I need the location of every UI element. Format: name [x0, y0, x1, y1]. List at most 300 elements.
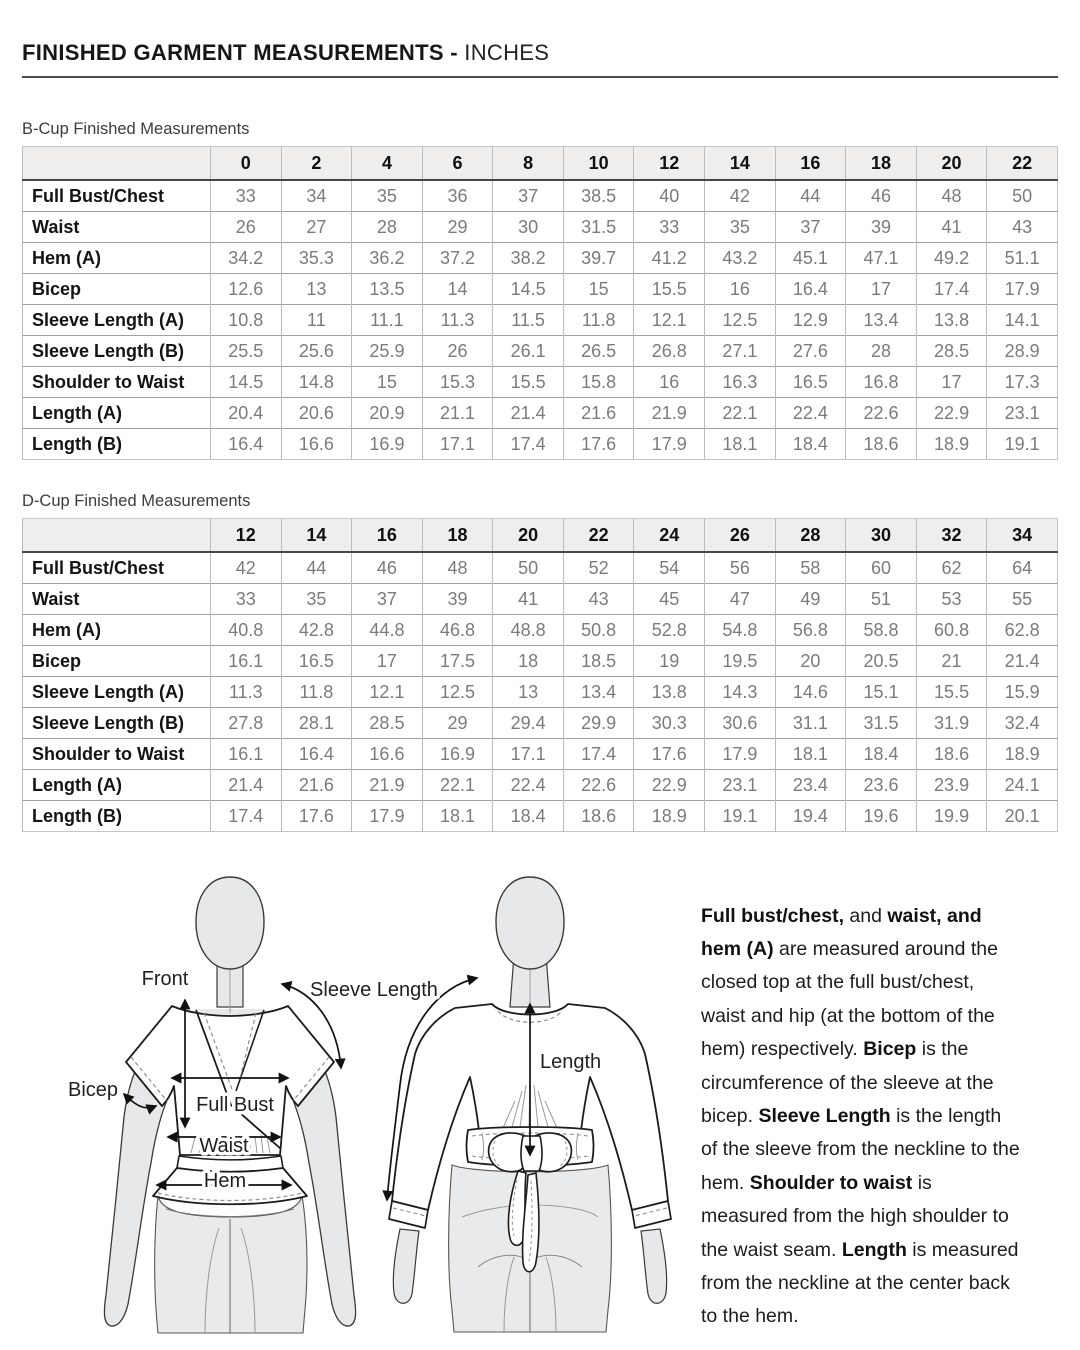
measurement-value: 13	[493, 677, 564, 708]
measurement-value: 51	[846, 584, 917, 615]
measurement-value: 16.5	[281, 646, 352, 677]
size-column-header: 16	[352, 519, 423, 553]
size-column-header: 28	[775, 519, 846, 553]
measurement-value: 15.5	[493, 367, 564, 398]
description-term: Full bust/chest,	[701, 904, 845, 927]
measurement-value: 15.5	[916, 677, 987, 708]
measurement-value: 18.1	[775, 739, 846, 770]
measurement-value: 35	[705, 212, 776, 243]
measurement-value: 62.8	[987, 615, 1058, 646]
description-term: Shoulder to waist	[749, 1171, 913, 1194]
measurement-value: 17	[916, 367, 987, 398]
measurement-value: 16.1	[211, 646, 282, 677]
measurement-value: 28.5	[916, 336, 987, 367]
measurement-value: 58.8	[846, 615, 917, 646]
measurement-value: 22.9	[634, 770, 705, 801]
measurement-value: 52	[563, 552, 634, 584]
row-label: Bicep	[23, 274, 211, 305]
row-label: Sleeve Length (A)	[23, 305, 211, 336]
measurement-value: 11.5	[493, 305, 564, 336]
measurement-value: 36.2	[352, 243, 423, 274]
measurement-value: 17	[846, 274, 917, 305]
measurement-value: 54.8	[705, 615, 776, 646]
description-text: is the length of the sleeve from the neckline to the hem.	[701, 1104, 1020, 1194]
row-label: Length (A)	[23, 770, 211, 801]
measurement-value: 32.4	[987, 708, 1058, 739]
size-column-header: 4	[352, 147, 423, 181]
measurement-value: 22.4	[775, 398, 846, 429]
size-column-header: 10	[563, 147, 634, 181]
measurement-value: 54	[634, 552, 705, 584]
measurement-value: 34	[281, 180, 352, 212]
size-column-header: 2	[281, 147, 352, 181]
measurement-value: 25.9	[352, 336, 423, 367]
measurement-value: 23.4	[775, 770, 846, 801]
measurement-value: 28	[846, 336, 917, 367]
measurement-value: 44	[281, 552, 352, 584]
row-label: Full Bust/Chest	[23, 552, 211, 584]
measurement-row	[23, 615, 1058, 646]
description-text: is measured from the neckline at the center back to the hem.	[701, 1238, 1019, 1328]
description-term: Length	[841, 1238, 907, 1261]
measurement-value: 33	[634, 212, 705, 243]
measurement-value: 52.8	[634, 615, 705, 646]
row-label: Bicep	[23, 646, 211, 677]
measurement-value: 18.6	[846, 429, 917, 460]
measurement-value: 18.6	[563, 801, 634, 832]
measurement-value: 11.8	[563, 305, 634, 336]
measurement-value: 17.9	[634, 429, 705, 460]
measurement-value: 33	[211, 584, 282, 615]
measurement-value: 29.4	[493, 708, 564, 739]
measurement-value: 23.6	[846, 770, 917, 801]
measurement-value: 36	[422, 180, 493, 212]
measurement-value: 21.4	[987, 646, 1058, 677]
size-column-header: 14	[705, 147, 776, 181]
measurement-value: 56.8	[775, 615, 846, 646]
description-text: is the circumference of the sleeve at the bicep.	[701, 1038, 994, 1127]
measurement-row	[23, 305, 1058, 336]
size-column-header: 24	[634, 519, 705, 553]
row-label: Shoulder to Waist	[23, 739, 211, 770]
measurement-value: 48.8	[493, 615, 564, 646]
measurement-value: 18	[493, 646, 564, 677]
measurement-value: 14.5	[211, 367, 282, 398]
measurement-value: 17.4	[211, 801, 282, 832]
measurement-value: 15.8	[563, 367, 634, 398]
measurement-value: 37.2	[422, 243, 493, 274]
measurement-value: 22.9	[916, 398, 987, 429]
measurement-value: 26.1	[493, 336, 564, 367]
measurement-value: 28.5	[352, 708, 423, 739]
measurement-value: 14.1	[987, 305, 1058, 336]
measurement-value: 17.6	[634, 739, 705, 770]
description-text: are measured around the closed top at the full bust/chest, waist and hip (at the bottom of the hem) respectively.	[701, 937, 998, 1061]
measurement-value: 13.5	[352, 274, 423, 305]
measurement-value: 18.6	[916, 739, 987, 770]
measurement-value: 30.3	[634, 708, 705, 739]
measurement-value: 21.6	[281, 770, 352, 801]
measurement-value: 39	[846, 212, 917, 243]
measurement-value: 40.8	[211, 615, 282, 646]
measurement-value: 41.2	[634, 243, 705, 274]
size-column-header: 22	[563, 519, 634, 553]
measurement-value: 16.9	[422, 739, 493, 770]
measurement-value: 16.4	[775, 274, 846, 305]
measurement-row	[23, 801, 1058, 832]
measurement-value: 56	[705, 552, 776, 584]
measurement-value: 11.3	[211, 677, 282, 708]
measurement-value: 11.3	[422, 305, 493, 336]
measurement-value: 11.1	[352, 305, 423, 336]
corner-cell	[23, 519, 211, 553]
size-column-header: 32	[916, 519, 987, 553]
measurement-value: 17.6	[281, 801, 352, 832]
bicep-label: Bicep	[68, 1079, 119, 1101]
page-title-main: FINISHED GARMENT MEASUREMENTS -	[22, 40, 458, 65]
measurement-value: 24.1	[987, 770, 1058, 801]
measurement-value: 23.9	[916, 770, 987, 801]
measurement-value: 14.8	[281, 367, 352, 398]
measurement-value: 50	[987, 180, 1058, 212]
size-column-header: 8	[493, 147, 564, 181]
measurement-value: 29	[422, 708, 493, 739]
measurement-value: 19.1	[987, 429, 1058, 460]
measurement-value: 19.9	[916, 801, 987, 832]
measurement-value: 13.4	[563, 677, 634, 708]
measurement-value: 27.8	[211, 708, 282, 739]
measurement-row	[23, 336, 1058, 367]
measurement-value: 25.5	[211, 336, 282, 367]
measurement-value: 47	[705, 584, 776, 615]
row-label: Sleeve Length (A)	[23, 677, 211, 708]
page-title-unit: INCHES	[464, 40, 550, 65]
measurement-value: 18.4	[493, 801, 564, 832]
row-label: Shoulder to Waist	[23, 367, 211, 398]
measurement-value: 12.9	[775, 305, 846, 336]
measurement-value: 15.5	[634, 274, 705, 305]
measurement-value: 37	[493, 180, 564, 212]
measurement-value: 50.8	[563, 615, 634, 646]
description-term: Sleeve Length	[758, 1104, 891, 1127]
measurement-value: 18.9	[916, 429, 987, 460]
table-caption-bcup: B-Cup Finished Measurements	[22, 120, 250, 138]
measurement-value: 49	[775, 584, 846, 615]
measurement-value: 29	[422, 212, 493, 243]
measurement-value: 38.2	[493, 243, 564, 274]
measurement-row	[23, 212, 1058, 243]
size-column-header: 18	[846, 147, 917, 181]
corner-cell	[23, 147, 211, 181]
measurement-value: 35	[352, 180, 423, 212]
measurement-value: 31.1	[775, 708, 846, 739]
measurement-value: 21.1	[422, 398, 493, 429]
measurement-value: 35.3	[281, 243, 352, 274]
measurement-row	[23, 708, 1058, 739]
measurement-value: 16.4	[281, 739, 352, 770]
measurement-value: 16.8	[846, 367, 917, 398]
measurement-value: 17	[352, 646, 423, 677]
measurement-row	[23, 739, 1058, 770]
measurement-value: 14.3	[705, 677, 776, 708]
measurement-value: 42	[211, 552, 282, 584]
measurement-value: 16	[634, 367, 705, 398]
row-label: Sleeve Length (B)	[23, 336, 211, 367]
title-divider	[22, 76, 1058, 78]
measurement-value: 31.5	[563, 212, 634, 243]
measurement-value: 27.1	[705, 336, 776, 367]
measurement-value: 16.6	[281, 429, 352, 460]
measurement-value: 28.1	[281, 708, 352, 739]
measurement-value: 19	[634, 646, 705, 677]
measurement-value: 18.5	[563, 646, 634, 677]
measurement-value: 16.3	[705, 367, 776, 398]
measurement-value: 20.5	[846, 646, 917, 677]
measurement-value: 19.5	[705, 646, 776, 677]
size-column-header: 0	[211, 147, 282, 181]
measurement-table-dcup	[22, 518, 1058, 832]
measurement-value: 26	[422, 336, 493, 367]
measurement-row	[23, 646, 1058, 677]
measurement-value: 16	[705, 274, 776, 305]
sleeve-length-label: Sleeve Length	[310, 979, 438, 1001]
measurement-value: 17.1	[422, 429, 493, 460]
measurement-value: 46	[846, 180, 917, 212]
measurement-value: 51.1	[987, 243, 1058, 274]
row-label: Length (B)	[23, 801, 211, 832]
measurement-value: 39	[422, 584, 493, 615]
measurement-value: 27	[281, 212, 352, 243]
measurement-value: 17.3	[987, 367, 1058, 398]
measurement-value: 15.9	[987, 677, 1058, 708]
measurement-value: 19.6	[846, 801, 917, 832]
measurement-value: 37	[352, 584, 423, 615]
measurement-value: 38.5	[563, 180, 634, 212]
measurement-value: 18.9	[987, 739, 1058, 770]
measurement-value: 64	[987, 552, 1058, 584]
measurement-value: 12.1	[634, 305, 705, 336]
front-label: Front	[141, 968, 189, 990]
measurement-value: 31.9	[916, 708, 987, 739]
measurement-value: 18.4	[846, 739, 917, 770]
measurement-row	[23, 274, 1058, 305]
size-column-header: 20	[916, 147, 987, 181]
measurement-value: 21.9	[352, 770, 423, 801]
measurement-value: 21.9	[634, 398, 705, 429]
measurement-value: 14	[422, 274, 493, 305]
measurement-value: 16.1	[211, 739, 282, 770]
row-label: Waist	[23, 212, 211, 243]
measurement-value: 29.9	[563, 708, 634, 739]
measurement-row	[23, 584, 1058, 615]
measurement-value: 49.2	[916, 243, 987, 274]
measurement-value: 46	[352, 552, 423, 584]
measurement-value: 26.5	[563, 336, 634, 367]
measurement-value: 15.3	[422, 367, 493, 398]
measurement-row	[23, 677, 1058, 708]
measurement-value: 16.4	[211, 429, 282, 460]
measurement-row	[23, 243, 1058, 274]
measurement-value: 19.1	[705, 801, 776, 832]
measurement-value: 17.4	[493, 429, 564, 460]
garment-measurement-diagram	[0, 865, 712, 1350]
measurement-value: 15.1	[846, 677, 917, 708]
measurement-value: 60	[846, 552, 917, 584]
measurement-value: 14.6	[775, 677, 846, 708]
description-text: is measured from the high shoulder to the waist seam.	[701, 1171, 1009, 1261]
measurement-value: 43	[987, 212, 1058, 243]
measurement-value: 19.4	[775, 801, 846, 832]
measurement-value: 13.8	[634, 677, 705, 708]
measurement-value: 11	[281, 305, 352, 336]
row-label: Waist	[23, 584, 211, 615]
measurement-value: 23.1	[705, 770, 776, 801]
measurement-value: 14.5	[493, 274, 564, 305]
measurement-value: 12.1	[352, 677, 423, 708]
measurement-value: 44	[775, 180, 846, 212]
measurement-value: 17.4	[916, 274, 987, 305]
measurement-value: 27.6	[775, 336, 846, 367]
measurement-value: 62	[916, 552, 987, 584]
measurement-value: 34.2	[211, 243, 282, 274]
measurement-value: 40	[634, 180, 705, 212]
measurement-value: 22.1	[705, 398, 776, 429]
measurement-value: 28.9	[987, 336, 1058, 367]
measurement-value: 17.9	[705, 739, 776, 770]
measurement-value: 48	[422, 552, 493, 584]
measurement-value: 16.6	[352, 739, 423, 770]
measurement-value: 22.6	[846, 398, 917, 429]
measurement-value: 22.1	[422, 770, 493, 801]
size-column-header: 12	[634, 147, 705, 181]
size-column-header: 20	[493, 519, 564, 553]
measurement-value: 22.4	[493, 770, 564, 801]
measurement-value: 18.1	[422, 801, 493, 832]
measurement-value: 48	[916, 180, 987, 212]
row-label: Sleeve Length (B)	[23, 708, 211, 739]
measurement-value: 11.8	[281, 677, 352, 708]
measurement-value: 12.5	[705, 305, 776, 336]
measurement-value: 50	[493, 552, 564, 584]
measurement-value: 13.8	[916, 305, 987, 336]
row-label: Full Bust/Chest	[23, 180, 211, 212]
measurement-value: 21.4	[211, 770, 282, 801]
measurement-value: 13	[281, 274, 352, 305]
measurement-value: 37	[775, 212, 846, 243]
measurement-value: 25.6	[281, 336, 352, 367]
measurement-value: 17.5	[422, 646, 493, 677]
measurement-value: 20	[775, 646, 846, 677]
measurement-value: 16.5	[775, 367, 846, 398]
measurement-value: 26.8	[634, 336, 705, 367]
size-header-row	[23, 147, 1058, 181]
size-column-header: 6	[422, 147, 493, 181]
size-column-header: 30	[846, 519, 917, 553]
measurement-value: 20.1	[987, 801, 1058, 832]
measurement-value: 42.8	[281, 615, 352, 646]
measurement-row	[23, 770, 1058, 801]
measurement-value: 17.6	[563, 429, 634, 460]
measurement-row	[23, 429, 1058, 460]
measurement-value: 12.6	[211, 274, 282, 305]
measurement-value: 41	[493, 584, 564, 615]
row-label: Length (A)	[23, 398, 211, 429]
measurement-value: 33	[211, 180, 282, 212]
measurement-value: 31.5	[846, 708, 917, 739]
measurement-value: 21	[916, 646, 987, 677]
measurement-value: 15	[563, 274, 634, 305]
measurement-value: 17.9	[987, 274, 1058, 305]
measurement-value: 43.2	[705, 243, 776, 274]
table-caption-dcup: D-Cup Finished Measurements	[22, 492, 251, 510]
full-bust-label: Full Bust	[196, 1094, 274, 1116]
measurement-value: 23.1	[987, 398, 1058, 429]
measurement-value: 10.8	[211, 305, 282, 336]
measurement-value: 13.4	[846, 305, 917, 336]
measurement-value: 30	[493, 212, 564, 243]
measurement-row	[23, 367, 1058, 398]
size-column-header: 18	[422, 519, 493, 553]
row-label: Length (B)	[23, 429, 211, 460]
length-label: Length	[540, 1051, 602, 1073]
size-column-header: 34	[987, 519, 1058, 553]
size-column-header: 26	[705, 519, 776, 553]
row-label: Hem (A)	[23, 243, 211, 274]
size-column-header: 14	[281, 519, 352, 553]
measurement-value: 35	[281, 584, 352, 615]
measurement-value: 44.8	[352, 615, 423, 646]
measurement-value: 12.5	[422, 677, 493, 708]
measurement-value: 39.7	[563, 243, 634, 274]
description-term: waist, and hem (A)	[701, 904, 982, 960]
measurement-value: 21.6	[563, 398, 634, 429]
size-header-row	[23, 519, 1058, 553]
measurement-value: 18.9	[634, 801, 705, 832]
page-title	[22, 40, 549, 66]
measurement-value: 20.9	[352, 398, 423, 429]
measurement-value: 45.1	[775, 243, 846, 274]
measurement-value: 30.6	[705, 708, 776, 739]
measurement-value: 53	[916, 584, 987, 615]
measurement-value: 15	[352, 367, 423, 398]
measurement-value: 41	[916, 212, 987, 243]
size-column-header: 12	[211, 519, 282, 553]
row-label: Hem (A)	[23, 615, 211, 646]
measurement-value: 58	[775, 552, 846, 584]
measurement-value: 46.8	[422, 615, 493, 646]
measurement-value: 18.4	[775, 429, 846, 460]
measurement-row	[23, 552, 1058, 584]
measurement-value: 18.1	[705, 429, 776, 460]
description-term: Bicep	[863, 1038, 917, 1061]
measurement-value: 16.9	[352, 429, 423, 460]
measurement-row	[23, 398, 1058, 429]
measurement-value: 42	[705, 180, 776, 212]
measurement-value: 22.6	[563, 770, 634, 801]
waist-label: Waist	[199, 1135, 249, 1157]
size-column-header: 16	[775, 147, 846, 181]
measurement-value: 43	[563, 584, 634, 615]
description-text: and	[844, 904, 888, 927]
measurement-value: 26	[211, 212, 282, 243]
size-column-header: 22	[987, 147, 1058, 181]
measurement-value: 47.1	[846, 243, 917, 274]
measurement-value: 45	[634, 584, 705, 615]
measurement-value: 28	[352, 212, 423, 243]
measurement-value: 20.6	[281, 398, 352, 429]
measurement-row	[23, 180, 1058, 212]
measurement-value: 20.4	[211, 398, 282, 429]
